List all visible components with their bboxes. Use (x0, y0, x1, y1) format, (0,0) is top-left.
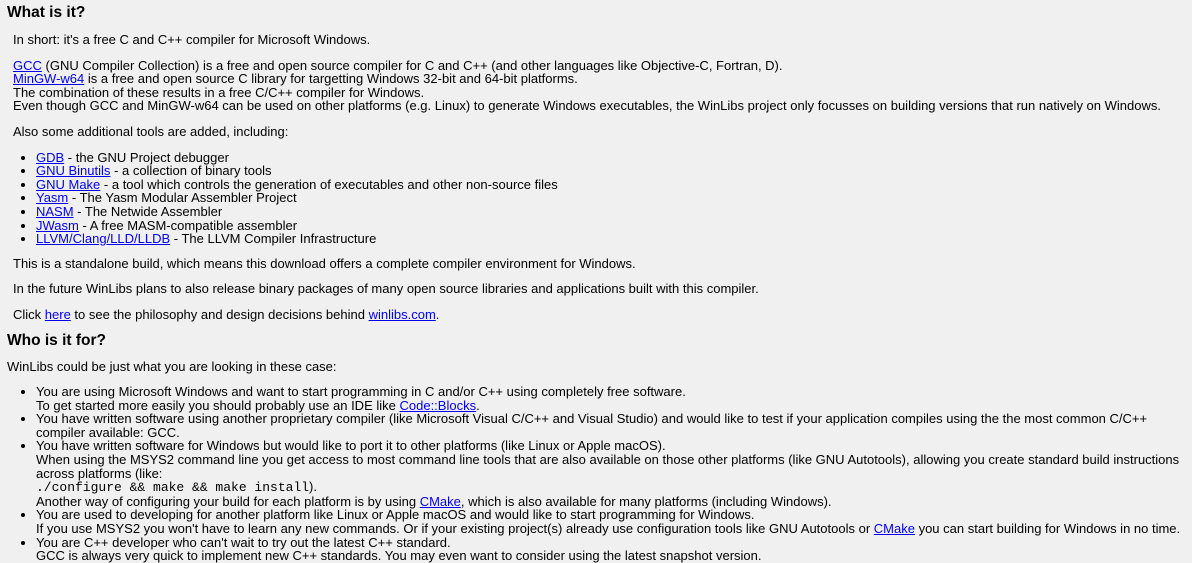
mingw-description: is a free and open source C library for targetting Windows 32-bit and 64-bit platforms. (84, 71, 578, 87)
b1-line2 (36, 399, 1192, 413)
tool-desc-yasm: - The Yasm Modular Assembler Project (68, 190, 297, 206)
audience-item-proprietary (36, 412, 1192, 439)
tool-item-make (36, 178, 1192, 192)
tool-link-jwasm[interactable]: JWasm (36, 217, 79, 233)
tool-link-gdb[interactable]: GDB (36, 149, 65, 165)
tool-item-nasm (36, 205, 1192, 219)
b4-line2 (36, 522, 1192, 536)
b5-line2: GCC is always very quick to implement new C++ standards. You may even want to consider using the latest snapshot version. (36, 548, 762, 563)
standalone-text: This is a standalone build, which means this download offers a complete compiler environment for Windows. (13, 255, 636, 271)
audience-list (7, 385, 1192, 563)
audience-item-cpp-developer (36, 536, 1192, 563)
tool-desc-nasm: - The Netwide Assembler (73, 203, 223, 219)
configure-command: ./configure && make && make install (36, 480, 310, 496)
b3-line4-pre: Another way of configuring your build for each platform is by using (36, 493, 420, 509)
click-mid: to see the philosophy and design decisions behind (70, 306, 369, 322)
tool-link-llvm[interactable]: LLVM/Clang/LLD/LLDB (36, 231, 171, 247)
b3-line2: When using the MSYS2 command line you get access to most command line tools that are also available on those other platforms (like GNU Autotools), allowing you create standard build instructions across platforms (like: (36, 452, 1180, 481)
audience-item-porting (36, 439, 1192, 508)
b4-line2-post: you can start building for Windows in no time. (914, 521, 1181, 537)
combination-line: The combination of these results in a free C/C++ compiler for Windows. (13, 84, 425, 100)
additional-tools-intro: Also some additional tools are added, including: (13, 123, 289, 139)
tool-desc-llvm: - The LLVM Compiler Infrastructure (170, 231, 377, 247)
tool-item-gdb (36, 151, 1192, 165)
mingw-line (13, 72, 1192, 86)
b4-line1: • You are used to developing for another platform like Linux or Apple macOS and would like to start programming for Windows. (36, 507, 755, 523)
tool-item-jwasm (36, 219, 1192, 233)
gcc-link[interactable]: GCC (13, 57, 42, 73)
tool-desc-jwasm: - A free MASM-compatible assembler (78, 217, 298, 233)
cmake-link[interactable]: CMake (419, 493, 461, 509)
audience-item-beginner (36, 385, 1192, 412)
click-pre: Click (13, 306, 45, 322)
b5-line1: • You are C++ developer who can't wait to try out the latest C++ standard. (36, 534, 451, 550)
tool-item-llvm (36, 232, 1192, 246)
who-intro: WinLibs could be just what you are looking in these case: (7, 358, 337, 374)
cmake-link-2[interactable]: CMake (873, 521, 915, 537)
audience-item-other-platform (36, 508, 1192, 535)
b3-line4-post: , which is also available for many platforms (including Windows). (460, 493, 832, 509)
b3-line1: • You have written software for Windows but would like to port it to other platforms (like Linux or Apple macOS). (36, 438, 666, 454)
what-is-it-heading: What is it? (7, 4, 86, 21)
gcc-description: (GNU Compiler Collection) is a free and open source compiler for C and C++ (and other languages like Objective-C, Fortran, D). (41, 57, 783, 73)
b3-line3 (36, 480, 1192, 495)
b3-line4 (36, 495, 1192, 509)
winlibs-link[interactable]: winlibs.com (368, 306, 436, 322)
tools-list (7, 151, 1192, 246)
b1-line2-text: To get started more easily you should probably use an IDE like (36, 397, 400, 413)
even-though-line: Even though GCC and MinGW-w64 can be used on other platforms (e.g. Linux) to generate Windows executables, the WinLibs project only focusses on building versions that run natively on Windows. (13, 98, 1161, 114)
intro-block (7, 59, 1192, 113)
tool-desc-gdb: - the GNU Project debugger (64, 149, 229, 165)
short-description: In short: it's a free C and C++ compiler for Microsoft Windows. (13, 32, 371, 47)
here-link[interactable]: here (44, 306, 71, 322)
click-post: . (435, 306, 440, 322)
tool-link-binutils[interactable]: GNU Binutils (36, 163, 111, 179)
b2-line: • You have written software using another proprietary compiler (like Microsoft Visual C/C++ and Visual Studio) and would like to test if your application compiles using the the most common C/C++ compiler available: GCC. (36, 411, 1148, 440)
b3-line3-post: ). (309, 479, 317, 495)
tool-desc-binutils: - a collection of binary tools (110, 163, 272, 179)
tool-link-make[interactable]: GNU Make (36, 176, 101, 192)
tool-item-binutils (36, 164, 1192, 178)
mingw-link[interactable]: MinGW-w64 (13, 71, 85, 87)
b1-line2-post: . (476, 397, 480, 413)
b4-line2-pre: If you use MSYS2 you won't have to learn any new commands. Or if your existing project(s) already use configuration tools like GNU Autotools or (36, 521, 874, 537)
codeblocks-link[interactable]: Code::Blocks (399, 397, 477, 413)
tool-link-yasm[interactable]: Yasm (36, 190, 69, 206)
click-here-line (7, 308, 1192, 322)
b1-line1: • You are using Microsoft Windows and want to start programming in C and/or C++ using completely free software. (36, 384, 686, 400)
tool-item-yasm (36, 191, 1192, 205)
tool-desc-make: - a tool which controls the generation of executables and other non-source files (100, 176, 558, 192)
who-is-it-for-heading: Who is it for? (7, 331, 107, 349)
tool-link-nasm[interactable]: NASM (36, 203, 74, 219)
future-text: In the future WinLibs plans to also release binary packages of many open source libraries and applications built with this compiler. (13, 281, 759, 297)
gcc-line (13, 59, 1192, 73)
